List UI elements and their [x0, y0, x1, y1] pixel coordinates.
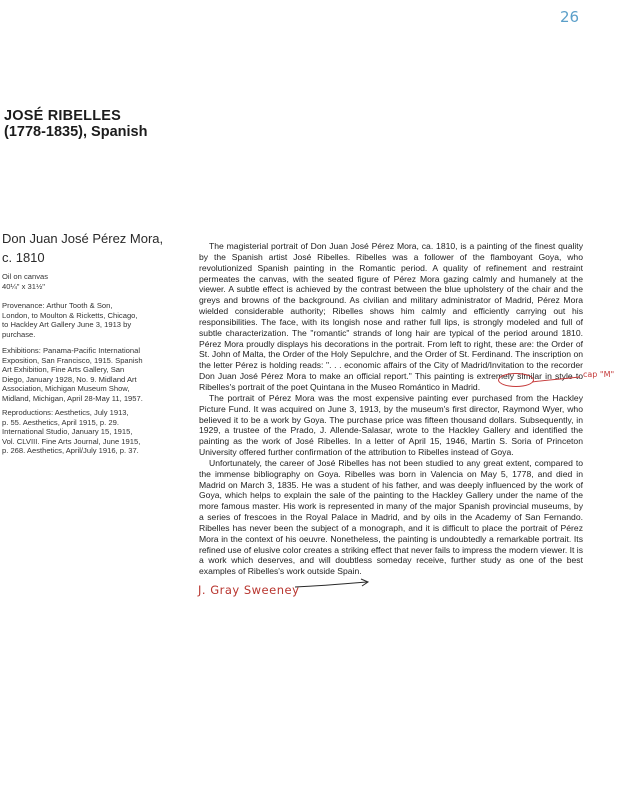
work-year: c. 1810: [2, 250, 45, 265]
dimensions-line: 40¼" x 31½": [2, 281, 45, 291]
essay-paragraph: The portrait of Pérez Mora was the most expensive painting ever purchased from the Hackley Picture Fund. It was acquired on June 3, 1913, by the museum's first director, Raymond Wyer, who believed it to be a work by Goya. The purchase price was fifteen thousand dollars. Subsequently, in 1929, a trustee of the Prado, J. Allende-Salasar, wrote to the Hackley Gallery and identified the painting as the work of José Ribelles. In a letter of April 15, 1946, Martin S. Soria of Princeton University offered further confirmation of the attribution to Ribelles instead of Goya.: [199, 392, 583, 458]
essay-paragraph: Unfortunately, the career of José Ribelles has not been studied to any great extent, compared to the immense bibliography on Goya. Ribelles was born in Valencia on May 5, 1778, and died in Madrid on March 3, 1835. He was a student of his father, and was deeply influenced by the work of Goya, which helps to explain the sale of the painting to the Hackley Gallery under the name of the more famous master. His work is represented in many of the major Spanish provincial museums, by a series of frescoes in the Royal Palace in Madrid, and by oils in the Academy of San Fernando. Ribelles has never been the subject of a monograph, and it is difficult to place the portrait of Pérez Mora in the context of his oeuvre. Nonetheless, the painting is undoubtedly a remarkable portrait. Its refined use of elusive color creates a striking effect that never fails to impress the modern viewer. It is a work which deserves, and will doubtless someday receive, further study as one of the best examples of Ribelles's work outside Spain.: [199, 457, 583, 577]
signature-arrow-icon: [293, 578, 373, 590]
provenance-line: Provenance: Arthur Tooth & Son,: [2, 301, 113, 310]
editor-margin-note: cap "M": [583, 370, 615, 379]
artist-dates: (1778-1835), Spanish: [4, 124, 148, 140]
medium-line: Oil on canvas: [2, 272, 49, 281]
exhibitions-line: Midland, Michigan, April 28-May 11, 1957.: [2, 393, 143, 403]
provenance-line: purchase.: [2, 329, 36, 339]
reproductions-line: p. 268. Aesthetics, April/July 1916, p. 37.: [2, 446, 139, 456]
sidebar-reproductions: [2, 408, 162, 456]
exhibitions-line: Art Exhibition, Fine Arts Gallery, San: [2, 365, 125, 375]
sidebar-provenance: [2, 301, 162, 339]
reproductions-line: Vol. CLVIII. Fine Arts Journal, June 1915,: [2, 436, 141, 446]
exhibitions-line: Diego, January 1928, No. 9. Midland Art: [2, 374, 137, 384]
page-number: 26: [560, 8, 580, 26]
essay-paragraph: The magisterial portrait of Don Juan José Pérez Mora, ca. 1810, is a painting of the finest quality by the Spanish artist José Ribelles. Ribelles was a follower of the flamboyant Goya, who revolutionized Spanish painting in the Romantic period. A quality of refinement and restraint permeates the canvas, with the seated figure of Pérez Mora gazing calmly and humanely at the viewer. A subtle effect is achieved by the contrast between the blue upholstery of the chair and the greys and browns of the background. As civilian and military administrator of Madrid, Pérez Mora wielded considerable authority; Ribelles shows him calmly and efficiently carrying out his responsibilities. The face, with its longish nose and rather full lips, is strongly modeled and full of subtle characterization. The "romantic" strands of long hair are typical of the period around 1810. Pérez Mora proudly displays his decorations in the portrait. From left to right, these are: the Order of St. John of Malta, the Order of the Holy Sepulchre, and the Order of St. Ferdinand. The inscription on the letter Pérez is holding reads: ". . . economic affairs of the City of Madrid/Invitation to the recorder Don Juan José Pérez Mora to make an official report." This painting is extremely similar in style to Ribelles's portrait of the poet Quintana in the Museo Romántico in Madrid.: [199, 241, 583, 392]
provenance-line: London, to Moulton & Ricketts, Chicago,: [2, 310, 138, 320]
sidebar-exhibitions: [2, 346, 162, 404]
sidebar-medium: [2, 272, 162, 291]
provenance-line: to Hackley Art Gallery June 3, 1913 by: [2, 320, 132, 330]
editor-circle-mark: [498, 373, 534, 387]
exhibitions-line: Association, Michigan Museum Show,: [2, 384, 130, 394]
artist-name: JOSÉ RIBELLES: [4, 108, 122, 124]
essay-body: [199, 241, 583, 577]
author-signature: J. Gray Sweeney: [198, 583, 300, 597]
reproductions-line: International Studio, January 15, 1915,: [2, 427, 133, 437]
editor-arrow-icon: [530, 374, 582, 386]
exhibitions-line: Exposition, San Francisco, 1915. Spanish: [2, 355, 143, 365]
exhibitions-line: Exhibitions: Panama-Pacific International: [2, 346, 141, 355]
reproductions-line: p. 55. Aesthetics, April 1915, p. 29.: [2, 417, 119, 427]
reproductions-line: Reproductions: Aesthetics, July 1913,: [2, 408, 129, 417]
work-title: Don Juan José Pérez Mora,: [2, 231, 164, 246]
